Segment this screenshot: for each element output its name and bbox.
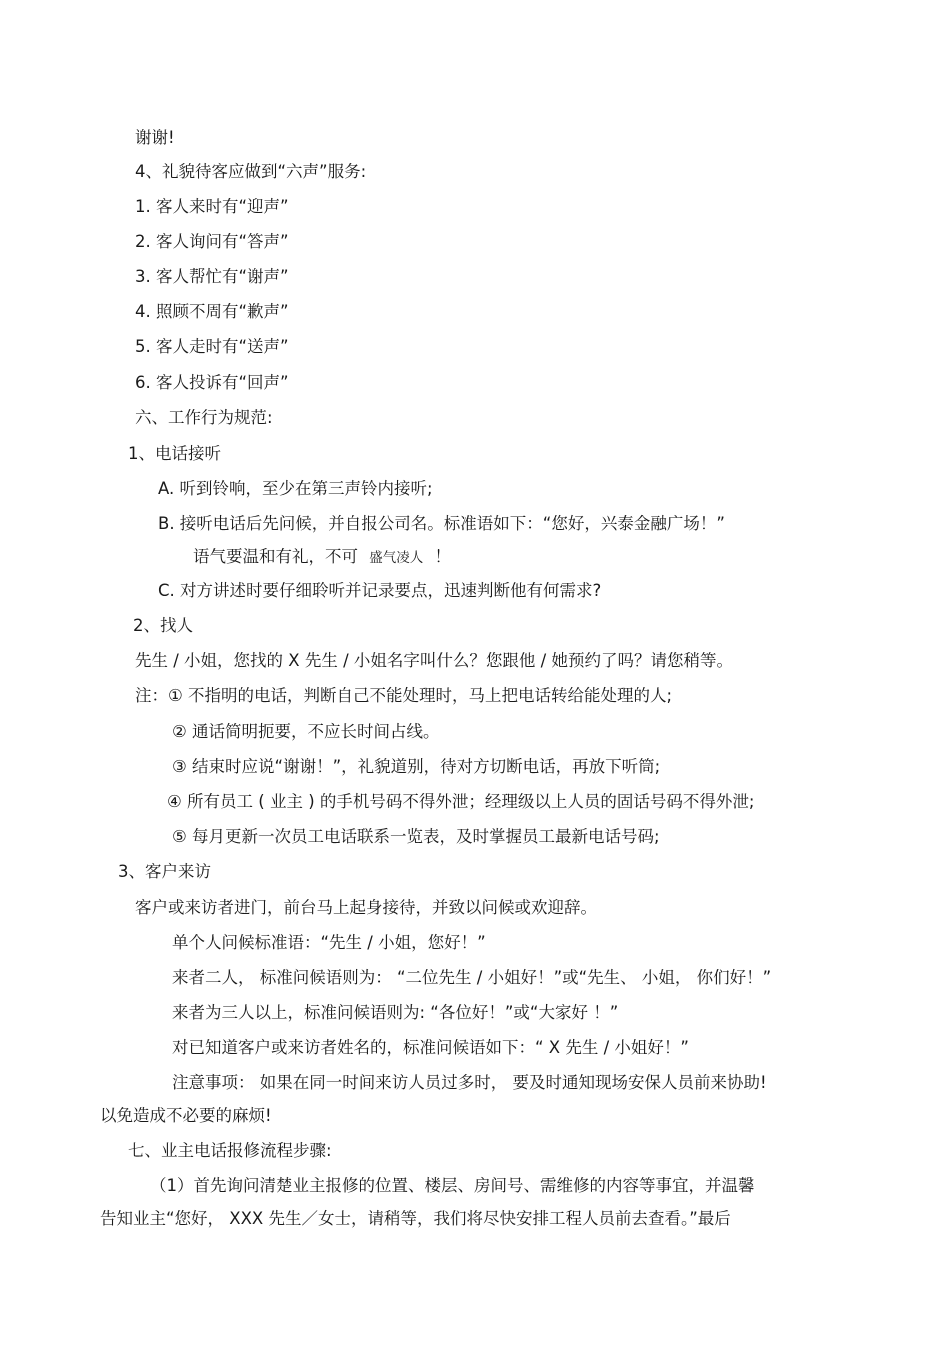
list-item: B. 接听电话后先问候，并自报公司名。标准语如下：“您好，兴泰金融广场！”: [158, 514, 725, 533]
list-item: A. 听到铃响，至少在第三声铃内接听;: [158, 479, 433, 498]
text-line: 单个人问候标准语：“先生 / 小姐，您好！”: [172, 933, 486, 952]
text-line: 谢谢!: [135, 128, 175, 147]
subsection-heading: 2、找人: [133, 616, 193, 635]
text-line: 来者为三人以上，标准问候语则为: “各位好！”或“大家好 ！”: [172, 1003, 619, 1022]
section-heading: 4、礼貌待客应做到“六声”服务:: [135, 162, 367, 181]
list-item: 1. 客人来时有“迎声”: [135, 197, 289, 216]
text-line: 以免造成不必要的麻烦!: [100, 1106, 272, 1125]
text-line: 对已知道客户或来访者姓名的，标准问候语如下：“ X 先生 / 小姐好！”: [172, 1038, 689, 1057]
section-heading: 七、业主电话报修流程步骤:: [128, 1141, 332, 1160]
text-span: ！: [434, 547, 451, 566]
text-line: [193, 546, 451, 569]
text-span: 语气要温和有礼，不可: [193, 547, 358, 566]
list-item: 4. 照顾不周有“歉声”: [135, 302, 289, 321]
note-item: 注：① 不指明的电话，判断自己不能处理时，马上把电话转给能处理的人;: [135, 686, 673, 705]
text-line: 注意事项： 如果在同一时间来访人员过多时， 要及时通知现场安保人员前来协助!: [172, 1073, 767, 1092]
list-item: 3. 客人帮忙有“谢声”: [135, 267, 289, 286]
note-item: ② 通话简明扼要，不应长时间占线。: [172, 722, 440, 741]
list-item: C. 对方讲述时要仔细聆听并记录要点，迅速判断他有何需求?: [158, 581, 602, 600]
list-item: 2. 客人询问有“答声”: [135, 232, 289, 251]
text-line: （1）首先询问清楚业主报修的位置、楼层、房间号、需维修的内容等事宜，并温馨: [150, 1176, 755, 1195]
note-item: ④ 所有员工 ( 业主 ) 的手机号码不得外泄；经理级以上人员的固话号码不得外泄;: [167, 792, 755, 811]
list-item: 6. 客人投诉有“回声”: [135, 373, 289, 392]
text-line: 来者二人， 标准问候语则为： “二位先生 / 小姐好！”或“先生、 小姐， 你们好！”: [172, 968, 772, 987]
subsection-heading: 1、电话接听: [128, 444, 221, 463]
text-span-small: 盛气凌人: [369, 550, 424, 566]
note-item: ⑤ 每月更新一次员工电话联系一览表，及时掌握员工最新电话号码;: [172, 827, 660, 846]
text-line: 告知业主“您好， XXX 先生／女士，请稍等，我们将尽快安排工程人员前去查看。”最后: [100, 1209, 731, 1228]
subsection-heading: 3、客户来访: [118, 862, 211, 881]
section-heading: 六、工作行为规范:: [135, 408, 273, 427]
text-line: 客户或来访者进门，前台马上起身接待，并致以问候或欢迎辞。: [135, 898, 597, 917]
list-item: 5. 客人走时有“送声”: [135, 337, 289, 356]
text-line: 先生 / 小姐，您找的 X 先生 / 小姐名字叫什么？您跟他 / 她预约了吗？请您稍等。: [135, 651, 733, 670]
note-item: ③ 结束时应说“谢谢！”，礼貌道别，待对方切断电话，再放下听筒;: [172, 757, 661, 776]
